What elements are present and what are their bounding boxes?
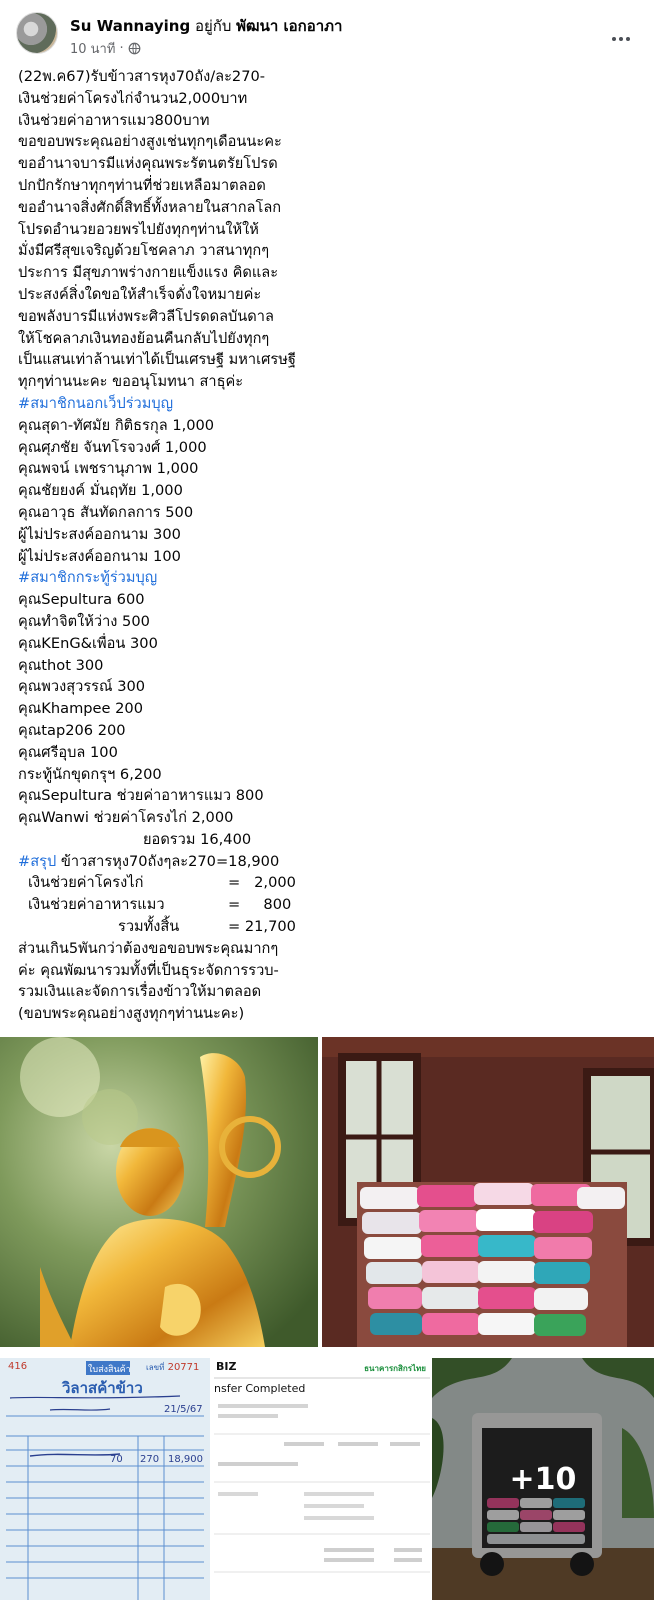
- line-text: เป็นแสนเท่าล้านเท่าได้เป็นเศรษฐี มหาเศรษฐี: [18, 351, 296, 369]
- post-text-line: [18, 589, 628, 611]
- tagged-name[interactable]: พัฒนา เอกอาภา: [236, 17, 343, 35]
- line-text: คุณWanwi ช่วยค่าโครงไก่ 2,000: [18, 809, 234, 827]
- author-line: [70, 14, 342, 38]
- avatar[interactable]: [16, 12, 58, 54]
- line-text: ผู้ไม่ประสงค์ออกนาม 100: [18, 547, 181, 565]
- receipt-qty: 70: [110, 1454, 123, 1465]
- author-name[interactable]: Su Wannaying: [70, 17, 191, 35]
- closing-line: ค่ะ คุณพัฒนารวมทั้งที่เป็นธุระจัดการรวบ-: [18, 961, 279, 979]
- receipt-no-value: 20771: [167, 1362, 200, 1373]
- line-text: คุณพจน์ เพชรานุภาพ 1,000: [18, 460, 199, 478]
- line-text: ขอพลังบารมีแห่งพระศิวลีโปรดดลบันดาล: [18, 307, 274, 325]
- slip-brand: BIZ: [216, 1360, 237, 1373]
- post-text-line: [18, 546, 628, 568]
- receipt-title: ใบส่งสินค้า: [88, 1365, 131, 1375]
- line-text: เงินช่วยค่าอาหารแมว800บาท: [18, 111, 210, 129]
- post-text-line: [18, 219, 628, 241]
- post-text-line: [18, 742, 628, 764]
- line-text: ขออำนาจบารมีแห่งคุณพระรัตนตรัยโปรด: [18, 155, 278, 173]
- post-text-line: [18, 764, 628, 786]
- post-text-line: [18, 829, 628, 851]
- line-text: คุณSepultura 600: [18, 591, 145, 609]
- post-text-line: [18, 153, 628, 175]
- post-text-line: [18, 698, 628, 720]
- line-text: คุณสุดา-ทัศมัย กิติธรกุล 1,000: [18, 416, 215, 434]
- line-text: คุณthot 300: [18, 656, 104, 674]
- line-text: คุณศุภชัย จันทโรจวงศ์ 1,000: [18, 438, 207, 456]
- post-text-line: [18, 262, 628, 284]
- receipt-date: 21/5/67: [164, 1404, 203, 1415]
- line-text: คุณKhampee 200: [18, 700, 143, 718]
- post-text-line: [18, 66, 628, 88]
- post-text-line: [18, 611, 628, 633]
- post-text-line: [18, 284, 628, 306]
- post-text-line: [18, 851, 628, 873]
- line-text: คุณชัยยงค์ มั่นฤทัย 1,000: [18, 482, 183, 500]
- post-text-line: [18, 785, 628, 807]
- line-text: กระทู้นักขุดกรุฯ 6,200: [18, 765, 162, 783]
- line-text: ยอดรวม 16,400: [143, 830, 252, 848]
- summary-label: เงินช่วยค่าโครงไก่: [28, 874, 144, 892]
- hashtag-text[interactable]: #สมาชิกกระทู้ร่วมบุญ: [18, 569, 158, 587]
- line-text: ให้โชคลาภเงินทองย้อนคืนกลับไปยังทุกๆ: [18, 329, 270, 347]
- receipt-amount: 18,900: [168, 1454, 203, 1465]
- post-text-line: [18, 458, 628, 480]
- post-text: [18, 66, 628, 1025]
- summary-label: เงินช่วยค่าอาหารแมว: [28, 896, 165, 914]
- summary-value: = 800: [228, 896, 292, 914]
- post-header: [0, 0, 654, 66]
- line-text: เงินช่วยค่าโครงไก่จำนวน2,000บาท: [18, 89, 248, 107]
- post-text-line: [18, 349, 628, 371]
- transfer-slip-photo[interactable]: [214, 1358, 430, 1600]
- post-time[interactable]: 10 นาที: [70, 42, 116, 57]
- slip-bank: ธนาคารกสิกรไทย: [364, 1364, 426, 1373]
- line-text: คุณอาวุธ สันทัดกลการ 500: [18, 503, 194, 521]
- post-text-line: [18, 676, 628, 698]
- closing-line: รวมเงินและจัดการเรื่องข้าวให้มาตลอด: [18, 983, 262, 1001]
- post-text-line: [18, 306, 628, 328]
- hashtag-line[interactable]: [18, 393, 628, 415]
- more-photos-overlay[interactable]: [432, 1358, 654, 1600]
- post-text-line: [18, 328, 628, 350]
- truck-photo[interactable]: [432, 1358, 654, 1600]
- line-text: คุณทำจิตให้ว่าง 500: [18, 612, 150, 630]
- closing-line: ส่วนเกิน5พันกว่าต้องขอขอบพระคุณมากๆ: [18, 939, 279, 957]
- more-options-icon[interactable]: [612, 26, 634, 34]
- post-text-line: [18, 415, 628, 437]
- post-text-line: [18, 720, 628, 742]
- closing-line: (ขอบพระคุณอย่างสูงทุกๆท่านนะคะ): [18, 1005, 245, 1023]
- line-text: โปรดอำนวยอวยพรไปยังทุกๆท่านให้ให้: [18, 220, 259, 238]
- line-text: ขออำนาจสิ่งศักดิ์สิทธิ์ทั้งหลายในสากลโลก: [18, 198, 282, 216]
- post-text-line: [18, 502, 628, 524]
- post-text-line: [18, 371, 628, 393]
- line-text: คุณtap206 200: [18, 721, 126, 739]
- post-text-line: [18, 524, 628, 546]
- line-text: คุณSepultura ช่วยค่าอาหารแมว 800: [18, 787, 264, 805]
- receipt-no-label: เลขที่: [146, 1363, 165, 1372]
- summary-headline: ข้าวสารหุง70ถังๆละ270=18,900: [60, 852, 280, 870]
- rice-bags-photo[interactable]: [322, 1037, 654, 1347]
- receipt-book-no: 416: [8, 1361, 28, 1372]
- with-word: อยู่กับ: [194, 17, 232, 35]
- line-text: (22พ.ค67)รับข้าวสารหุง70ถัง/ละ270-: [18, 68, 266, 85]
- line-text: ผู้ไม่ประสงค์ออกนาม 300: [18, 525, 181, 543]
- summary-row: [18, 872, 628, 894]
- line-text: ประการ มีสุขภาพร่างกายแข็งแรง คิดและ: [18, 264, 279, 282]
- summary-label: รวมทั้งสิ้น: [118, 918, 180, 936]
- line-text: ปกปักรักษาทุกๆท่านที่ช่วยเหลือมาตลอด: [18, 176, 266, 194]
- hashtag-summary[interactable]: #สรุป: [18, 852, 57, 870]
- post-text-line: [18, 131, 628, 153]
- line-text: ประสงค์สิ่งใดขอให้สำเร็จดั่งใจหมายค่ะ: [18, 285, 262, 303]
- post-meta: [70, 38, 141, 59]
- post-text-line: [18, 480, 628, 502]
- post-text-line: [18, 197, 628, 219]
- summary-row: [18, 916, 628, 938]
- post-text-line: [18, 655, 628, 677]
- post-text-line: [18, 240, 628, 262]
- summary-value: = 21,700: [228, 918, 296, 936]
- line-text: คุณKEnG&เพื่อน 300: [18, 634, 158, 652]
- summary-value: = 2,000: [228, 874, 296, 892]
- receipt-shop: วิลาสค้าข้าว: [62, 1379, 143, 1397]
- post-text-line: [18, 437, 628, 459]
- more-photos-count: +10: [509, 1461, 577, 1497]
- meta-dot: ·: [119, 41, 124, 56]
- buddha-photo[interactable]: [0, 1037, 318, 1347]
- line-text: ขอขอบพระคุณอย่างสูงเช่นทุกๆเดือนนะคะ: [18, 133, 282, 151]
- line-text: ทุกๆท่านนะคะ ขออนุโมทนา สาธุค่ะ: [18, 373, 244, 391]
- line-text: คุณศรีอุบล 100: [18, 743, 118, 761]
- globe-icon: [128, 42, 141, 55]
- slip-status: nsfer Completed: [214, 1382, 306, 1395]
- line-text: มั่งมีศรีสุขเจริญด้วยโชคลาภ วาสนาทุกๆ: [18, 242, 270, 260]
- post-text-line: [18, 110, 628, 132]
- post-text-line: [18, 88, 628, 110]
- summary-row: [18, 894, 628, 916]
- post-text-line: [18, 807, 628, 829]
- post-text-line: [18, 633, 628, 655]
- receipt-photo[interactable]: [0, 1358, 210, 1600]
- line-text: คุณพวงสุวรรณ์ 300: [18, 678, 146, 696]
- hashtag-line[interactable]: [18, 567, 628, 589]
- post-text-line: [18, 175, 628, 197]
- receipt-price: 270: [140, 1454, 160, 1465]
- hashtag-text[interactable]: #สมาชิกนอกเว็ปร่วมบุญ: [18, 394, 174, 412]
